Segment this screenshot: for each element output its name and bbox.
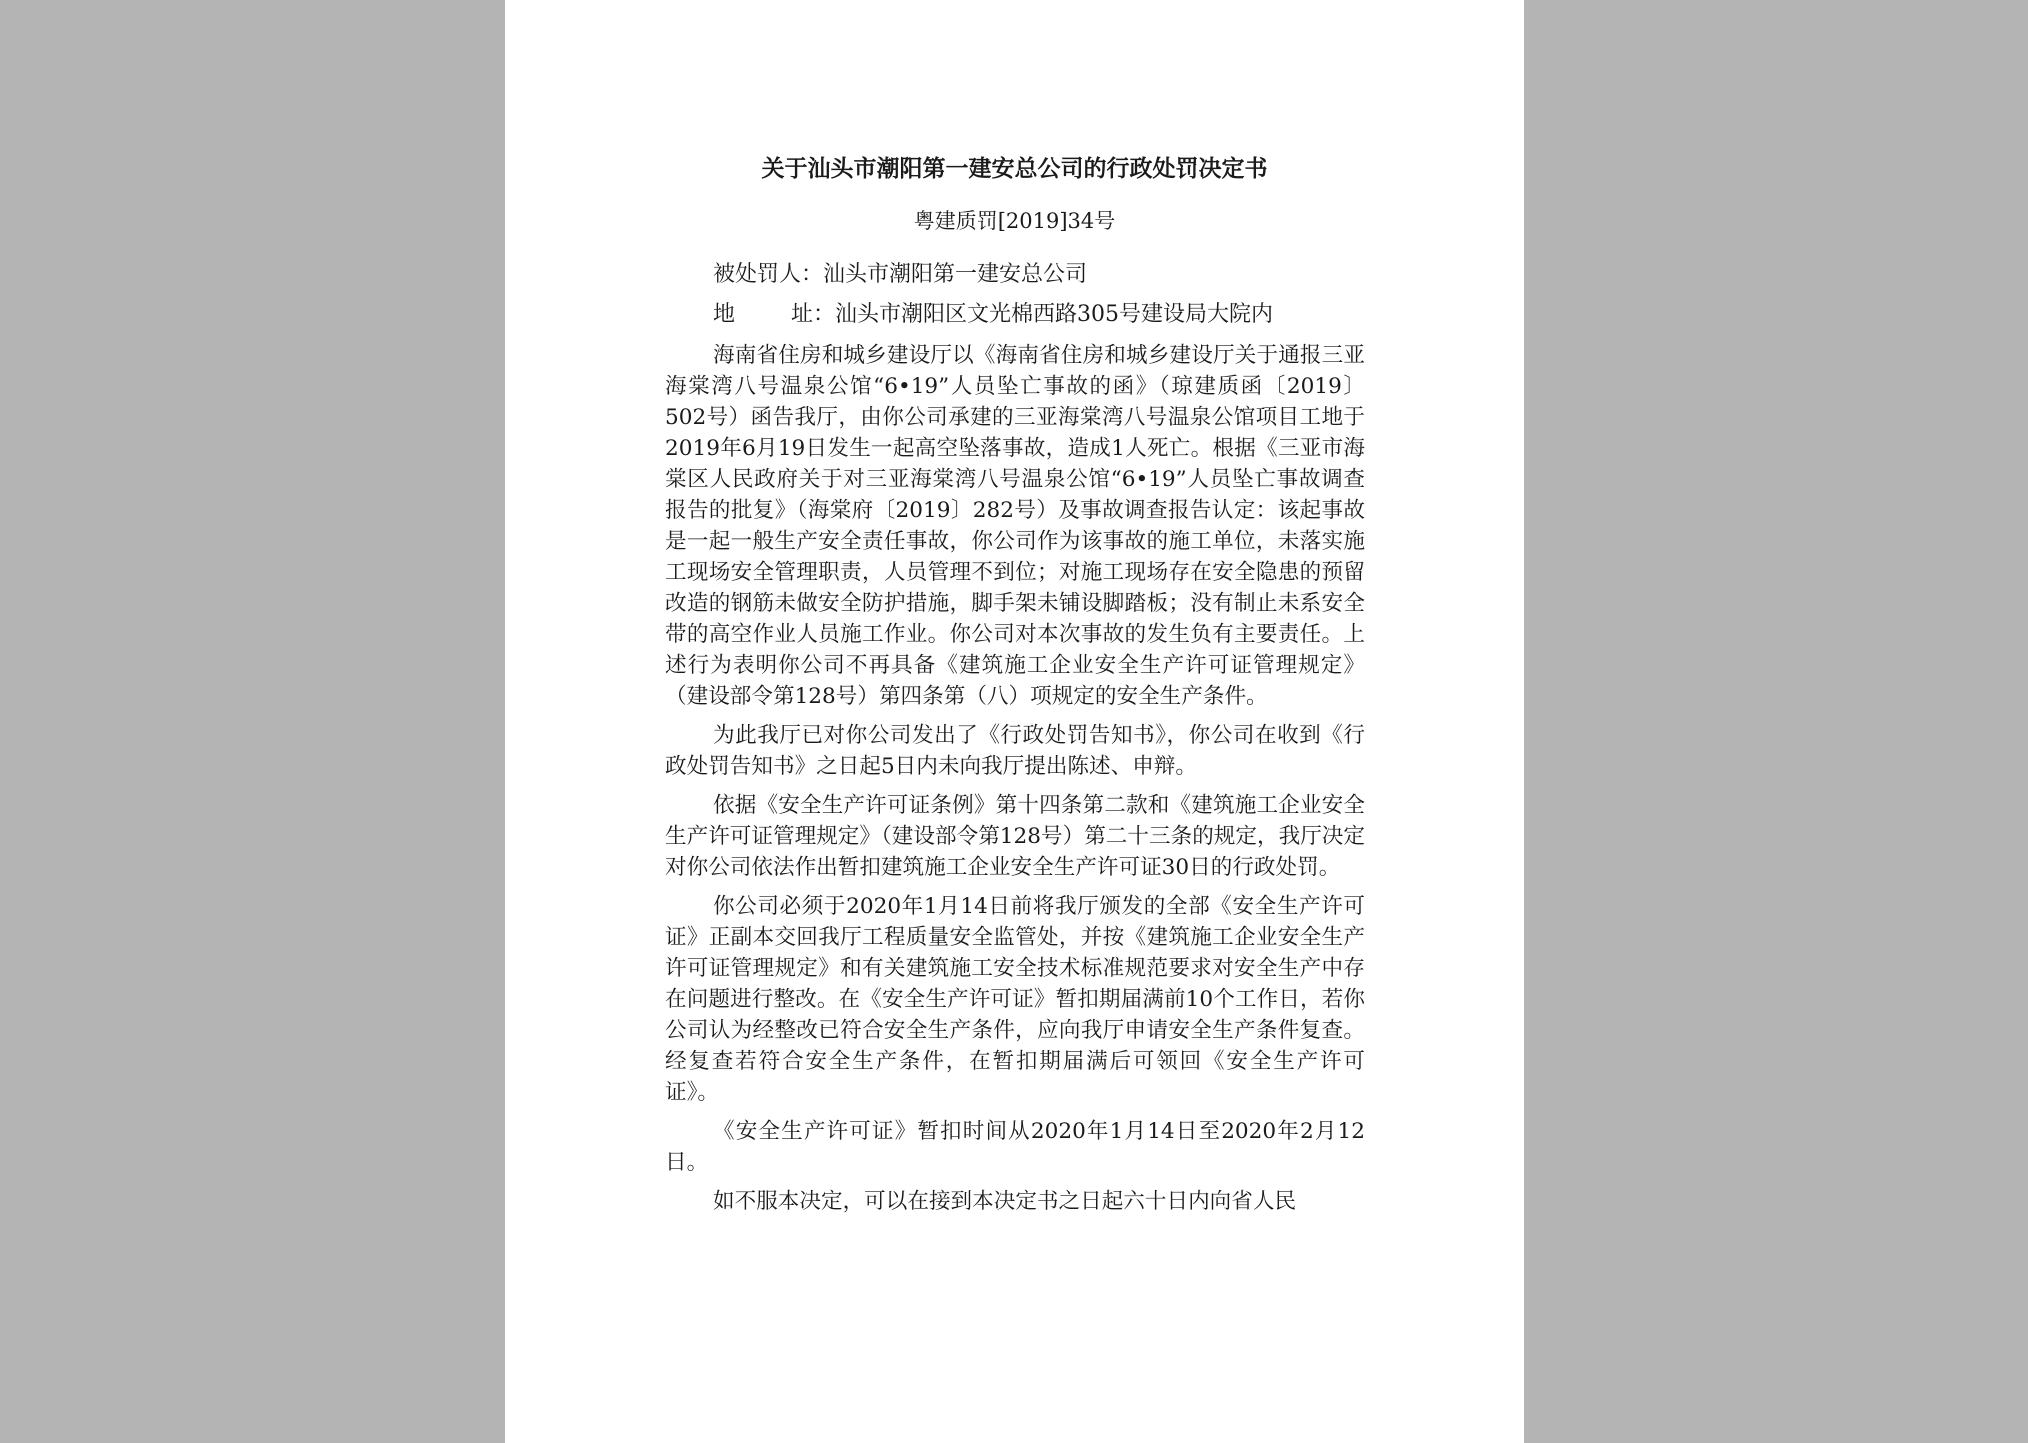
- address-line: [713, 300, 1273, 330]
- document-number: 粤建质罚[2019]34号: [913, 209, 1116, 233]
- document-page: [505, 0, 1524, 1443]
- body-paragraph: 为此我厅已对你公司发出了《行政处罚告知书》，你公司在收到《行政处罚告知书》之日起5日内未向我厅提出陈述、申辩。: [665, 723, 1365, 779]
- penalized-party-line: [713, 260, 1087, 290]
- body-paragraph: 你公司必须于2020年1月14日前将我厅颁发的全部《安全生产许可证》正副本交回我厅工程质量安全监管处，并按《建筑施工企业安全生产许可证管理规定》和有关建筑施工安全技术标准规范要求对安全生产中存在问题进行整改。在《安全生产许可证》暂扣期届满前10个工作日，若你公司认为经整改已符合安全生产条件，应向我厅申请安全生产条件复查。经复查若符合安全生产条件，在暂扣期届满后可领回《安全生产许可证》。: [665, 894, 1365, 1105]
- document-body: [665, 340, 1365, 1225]
- address-value: 汕头市潮阳区文光棉西路305号建设局大院内: [835, 302, 1274, 327]
- address-label-first: 地: [713, 302, 736, 327]
- address-label-second: 址：: [791, 302, 836, 327]
- penalized-party-label: 被处罚人：: [713, 262, 824, 287]
- document-title: 关于汕头市潮阳第一建安总公司的行政处罚决定书: [761, 155, 1268, 182]
- penalized-party-value: 汕头市潮阳第一建安总公司: [823, 262, 1088, 287]
- body-paragraph: 海南省住房和城乡建设厅以《海南省住房和城乡建设厅关于通报三亚海棠湾八号温泉公馆“6•19”人员坠亡事故的函》（琼建质函〔2019〕502号）函告我厅，由你公司承建的三亚海棠湾八号温泉公馆项目工地于2019年6月19日发生一起高空坠落事故，造成1人死亡。根据《三亚市海棠区人民政府关于对三亚海棠湾八号温泉公馆“6•19”人员坠亡事故调查报告的批复》（海棠府〔2019〕282号）及事故调查报告认定：该起事故是一起一般生产安全责任事故，你公司作为该事故的施工单位，未落实施工现场安全管理职责，人员管理不到位；对施工现场存在安全隐患的预留改造的钢筋未做安全防护措施，脚手架未铺设脚踏板；没有制止未系安全带的高空作业人员施工作业。你公司对本次事故的发生负有主要责任。上述行为表明你公司不再具备《建筑施工企业安全生产许可证管理规定》（建设部令第128号）第四条第（八）项规定的安全生产条件。: [665, 343, 1365, 709]
- body-paragraph: 《安全生产许可证》暂扣时间从2020年1月14日至2020年2月12日。: [665, 1119, 1365, 1175]
- body-paragraph: 依据《安全生产许可证条例》第十四条第二款和《建筑施工企业安全生产许可证管理规定》（建设部令第128号）第二十三条的规定，我厅决定对你公司依法作出暂扣建筑施工企业安全生产许可证30日的行政处罚。: [665, 793, 1365, 880]
- body-paragraph: 如不服本决定，可以在接到本决定书之日起六十日内向省人民: [713, 1189, 1297, 1214]
